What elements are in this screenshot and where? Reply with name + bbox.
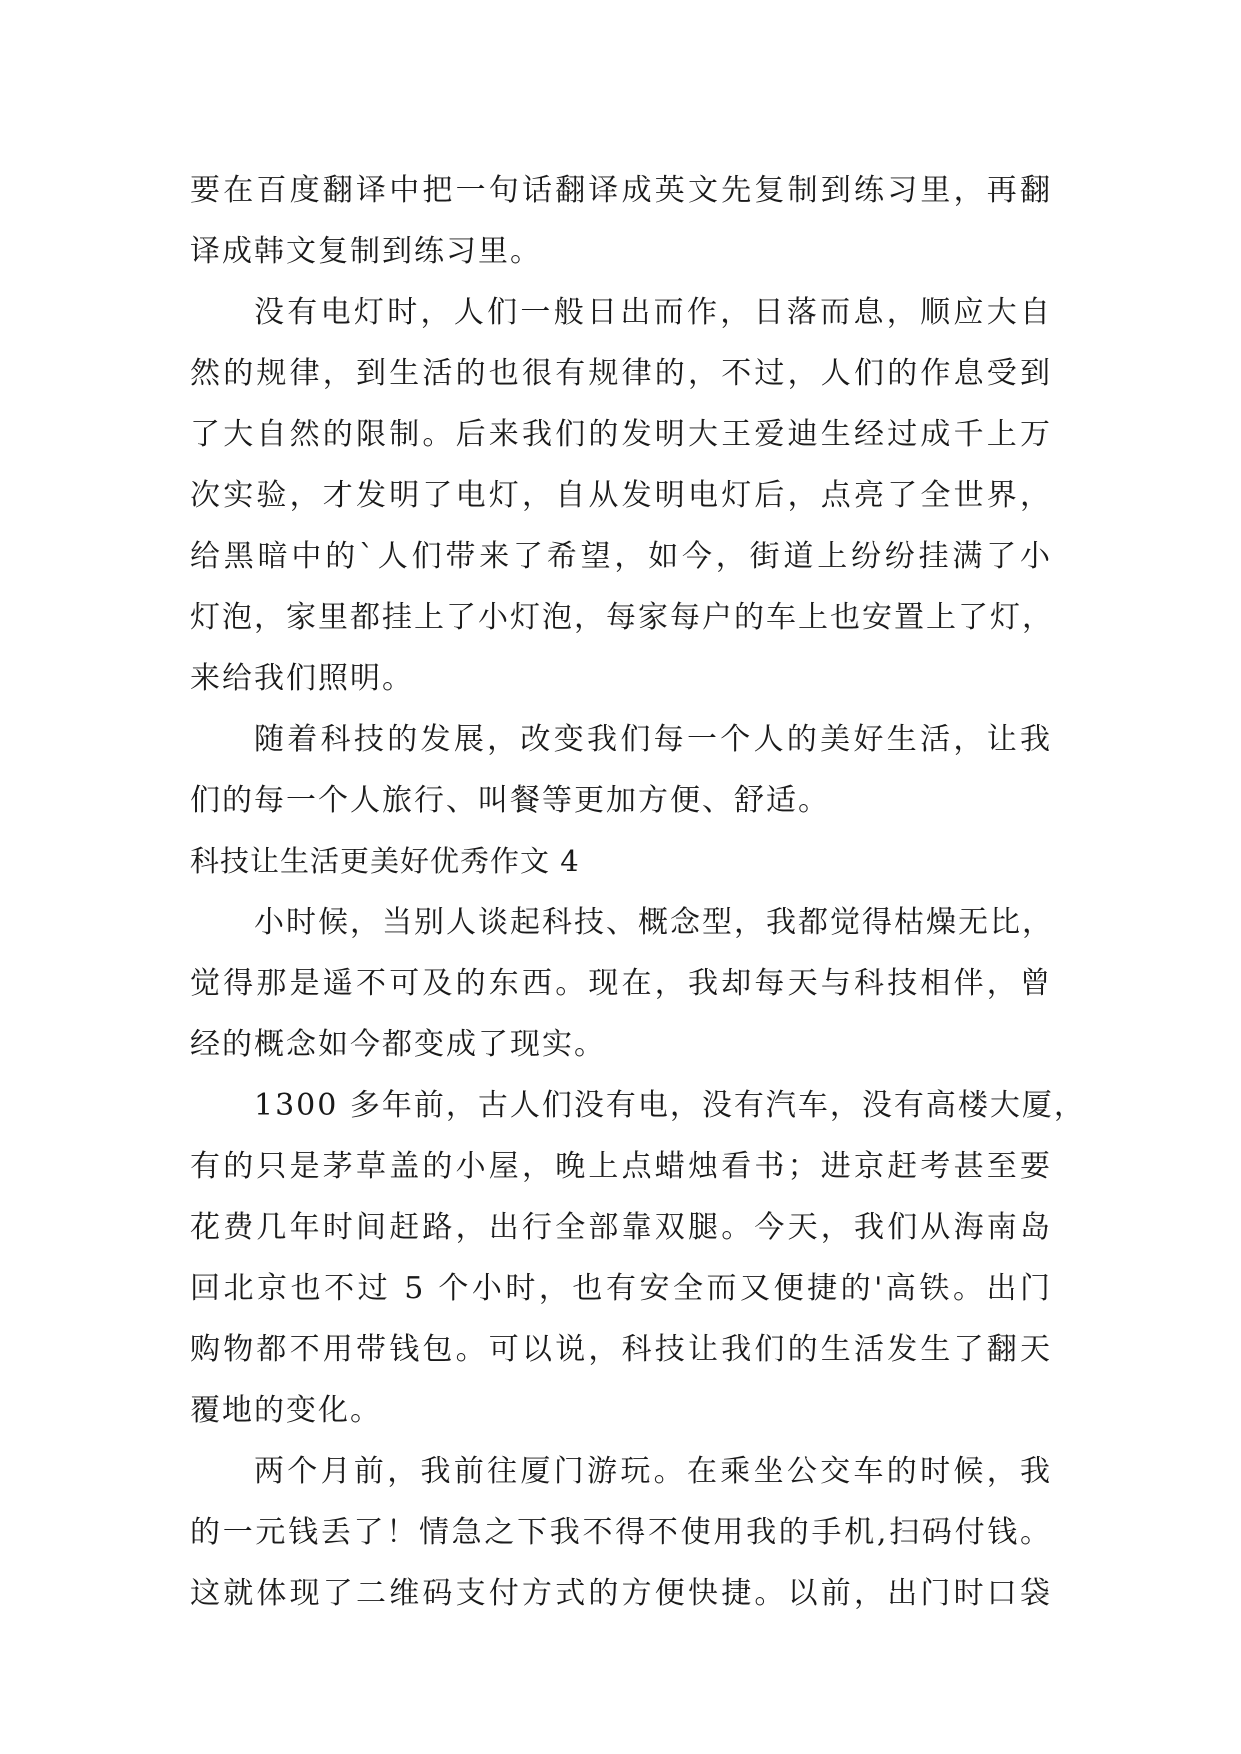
paragraph-line: 花费几年时间赶路，出行全部靠双腿。今天，我们从海南岛 bbox=[190, 1210, 1052, 1245]
paragraph-line: 有的只是茅草盖的小屋，晚上点蜡烛看书；进京赶考甚至要 bbox=[190, 1149, 1052, 1184]
paragraph-line: 购物都不用带钱包。可以说，科技让我们的生活发生了翻天 bbox=[190, 1332, 1052, 1367]
paragraph-line: 要在百度翻译中把一句话翻译成英文先复制到练习里，再翻 bbox=[190, 173, 1052, 208]
paragraph-line: 回北京也不过 5 个小时，也有安全而又便捷的'高铁。出门 bbox=[190, 1271, 1052, 1306]
paragraph-line: 经的概念如今都变成了现实。 bbox=[190, 1027, 606, 1062]
paragraph-line: 覆地的变化。 bbox=[190, 1393, 382, 1428]
section-heading: 科技让生活更美好优秀作文 4 bbox=[190, 844, 580, 878]
paragraph-line: 来给我们照明。 bbox=[190, 661, 414, 696]
paragraph-first-line: 随着科技的发展，改变我们每一个人的美好生活，让我 bbox=[254, 722, 1052, 757]
paragraph-first-line: 1300 多年前，古人们没有电，没有汽车，没有高楼大厦， bbox=[254, 1088, 1086, 1123]
paragraph-line: 译成韩文复制到练习里。 bbox=[190, 234, 542, 269]
paragraph-line: 觉得那是遥不可及的东西。现在，我却每天与科技相伴，曾 bbox=[190, 966, 1052, 1001]
paragraph-line: 灯泡，家里都挂上了小灯泡，每家每户的车上也安置上了灯， bbox=[190, 600, 1054, 635]
document-body bbox=[190, 160, 1086, 1624]
paragraph-line: 了大自然的限制。后来我们的发明大王爱迪生经过成千上万 bbox=[190, 417, 1052, 452]
paragraph-line: 这就体现了二维码支付方式的方便快捷。以前，出门时口袋 bbox=[190, 1576, 1052, 1611]
paragraph-line: 的一元钱丢了！情急之下我不得不使用我的手机,扫码付钱。 bbox=[190, 1515, 1052, 1550]
paragraph-line: 给黑暗中的`人们带来了希望，如今，街道上纷纷挂满了小 bbox=[190, 539, 1052, 574]
paragraph-first-line: 没有电灯时，人们一般日出而作，日落而息，顺应大自 bbox=[254, 295, 1052, 330]
paragraph-line: 们的每一个人旅行、叫餐等更加方便、舒适。 bbox=[190, 783, 830, 818]
paragraph-line: 次实验，才发明了电灯，自从发明电灯后，点亮了全世界， bbox=[190, 478, 1052, 513]
paragraph-first-line: 小时候，当别人谈起科技、概念型，我都觉得枯燥无比， bbox=[254, 905, 1054, 940]
paragraph-first-line: 两个月前，我前往厦门游玩。在乘坐公交车的时候，我 bbox=[254, 1454, 1052, 1489]
paragraph-line: 然的规律，到生活的也很有规律的，不过，人们的作息受到 bbox=[190, 356, 1052, 391]
